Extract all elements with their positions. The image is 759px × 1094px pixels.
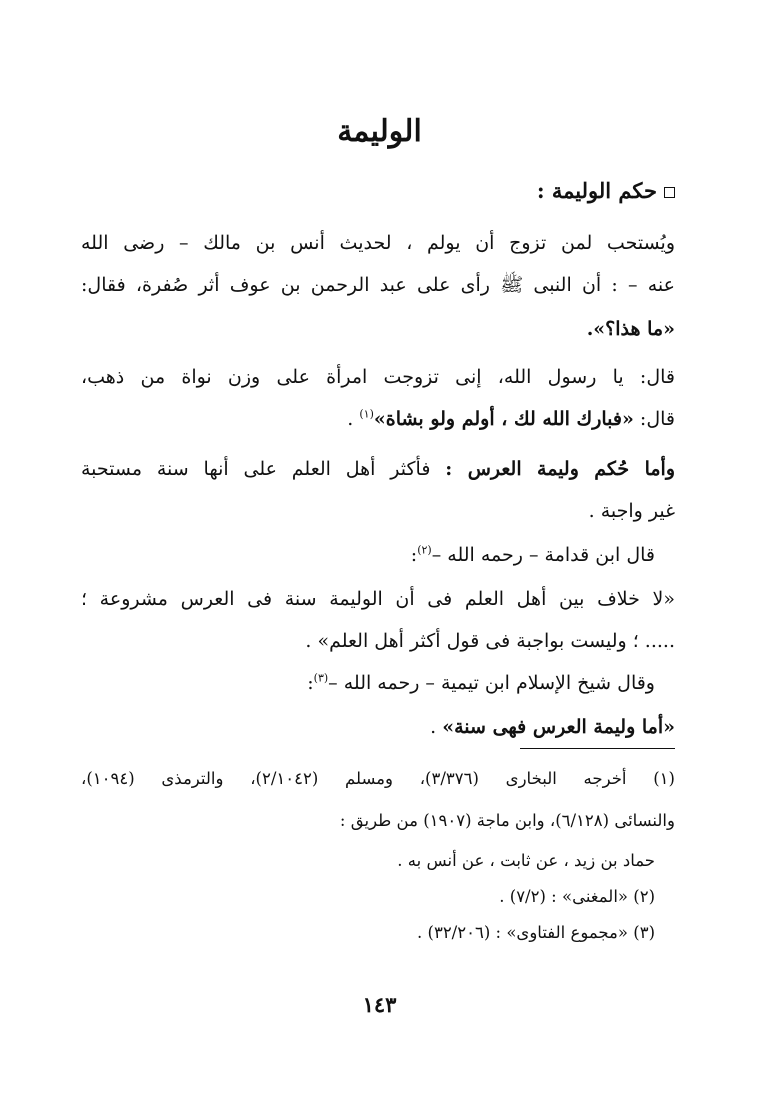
footnote-line: (٣) «مجموع الفتاوى» : (٣٢/٢٠٦) .	[417, 923, 655, 942]
footnote-line: حماد بن زيد ، عن ثابت ، عن أنس به .	[397, 851, 655, 870]
paragraph-line: عنه – : أن النبى ﷺ رأى على عبد الرحمن بن عوف أثر صُفرة، فقال:	[81, 274, 675, 296]
section-heading	[81, 176, 675, 206]
chapter-title: الوليمة	[337, 114, 422, 149]
hadith-quote: «ما هذا؟».	[586, 318, 675, 340]
footnote-ref: (٢)	[417, 543, 432, 557]
quote-prefix: قال:	[639, 408, 675, 430]
page-number: ١٤٣	[362, 992, 397, 1017]
paragraph-line	[61, 668, 655, 698]
paragraph-line	[61, 540, 655, 570]
footnote-line: (١) أخرجه البخارى (٣/٣٧٦)، ومسلم (٢/١٠٤٢)، والترمذى (١٠٩٤)،	[81, 769, 675, 788]
footnote-ref: (٣)	[313, 671, 329, 685]
footnote-line: (٢) «المغنى» : (٧/٢) .	[499, 887, 655, 906]
line-end: :	[410, 544, 418, 566]
subheading-inline: وأما حُكم وليمة العرس :	[445, 458, 675, 480]
hadith-quote: «فبارك الله لك ، أولم ولو بشاة»	[373, 408, 634, 430]
line-end: .	[430, 716, 437, 738]
line-end: :	[307, 672, 314, 694]
quote-line: ..... ؛ وليست بواجبة فى قول أكثر أهل العلم» .	[305, 630, 675, 652]
paragraph-line	[81, 712, 675, 742]
paragraph-line	[81, 454, 675, 484]
footnote-ref: (١)	[359, 407, 374, 421]
paragraph-line: قال: يا رسول الله، إنى تزوجت امرأة على وزن نواة من ذهب،	[81, 366, 675, 388]
section-heading-text: حكم الوليمة :	[536, 178, 657, 203]
paragraph-line	[81, 404, 675, 434]
line-end: .	[347, 408, 354, 430]
paragraph-line: ويُستحب لمن تزوج أن يولم ، لحديث أنس بن مالك – رضى الله	[81, 232, 675, 254]
paragraph-text: وقال شيخ الإسلام ابن تيمية – رحمه الله –	[328, 672, 655, 694]
quote-bold: «أما وليمة العرس فهى سنة»	[442, 716, 675, 738]
square-bullet-icon	[664, 187, 675, 198]
quote-line: «لا خلاف بين أهل العلم فى أن الوليمة سنة فى العرس مشروعة ؛	[81, 588, 675, 610]
paragraph-line: غير واجبة .	[588, 500, 675, 522]
paragraph-text: فأكثر أهل العلم على أنها سنة مستحبة	[81, 458, 431, 480]
footnote-separator	[520, 748, 675, 749]
paragraph-text: قال ابن قدامة – رحمه الله –	[431, 544, 655, 566]
footnote-line: والنسائى (٦/١٢٨)، وابن ماجة (١٩٠٧) من طريق :	[339, 811, 675, 830]
